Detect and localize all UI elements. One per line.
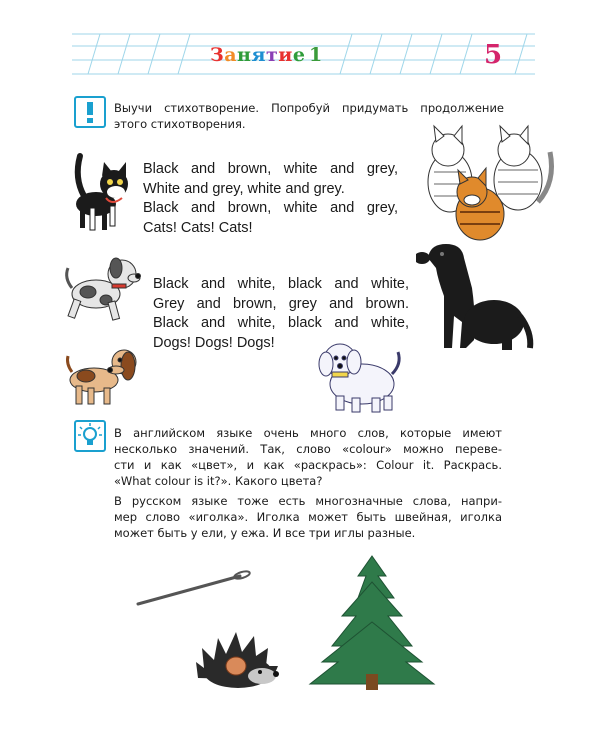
poem-line: Black and brown, white and grey, <box>143 200 398 216</box>
lesson-title-letter: н <box>237 44 252 66</box>
white-dog-illustration <box>314 334 404 414</box>
lesson-title-letter: е <box>292 44 306 66</box>
grey-dog-illustration <box>62 250 142 325</box>
lesson-title <box>210 44 305 66</box>
lesson-title-letter: З <box>210 44 225 66</box>
black-cat-illustration <box>66 148 138 236</box>
exclamation-icon <box>74 96 106 128</box>
task-line: Выучи стихотворение. Попробуй придумать продолжение <box>114 101 504 115</box>
lesson-title-letter: я <box>251 44 266 66</box>
info-line: несколько значений. Так, слово «colour» можно переве- <box>114 442 502 456</box>
lightbulb-icon <box>74 420 106 452</box>
lesson-number: 1 <box>309 44 323 66</box>
poem-cats <box>143 160 398 238</box>
hedgehog-illustration <box>192 622 288 692</box>
lesson-title-letter: т <box>265 44 279 66</box>
fir-tree-illustration <box>302 552 442 692</box>
brown-dog-illustration <box>64 340 144 410</box>
info-line: сти и как «цвет», и как «раскрась»: Colour it. Раскрась. <box>114 458 502 472</box>
page-number: 5 <box>484 40 503 70</box>
info-text <box>114 425 502 541</box>
info-line: мер слово «иголка». Иголка может быть швейная, иголка <box>114 510 502 524</box>
poem-line: White and grey, white and grey. <box>143 180 345 197</box>
poem-line: Black and white, black and white, <box>153 276 409 292</box>
lesson-title-letter: а <box>224 44 238 66</box>
info-line: В английском языке очень много слов, которые имеют <box>114 426 502 440</box>
poem-line: Cats! Cats! Cats! <box>143 219 253 236</box>
task-line: этого стихотворения. <box>114 117 246 131</box>
lesson-title-letter: и <box>278 44 293 66</box>
cats-group-illustration <box>410 122 560 250</box>
poem-line: Dogs! Dogs! Dogs! <box>153 334 275 351</box>
poem-line: Grey and brown, grey and brown. <box>153 295 409 312</box>
info-line: «What colour is it?». Какого цвета? <box>114 474 323 488</box>
needle-illustration <box>132 566 256 610</box>
black-dog-illustration <box>416 236 536 356</box>
info-line: В русском языке тоже есть многозначные слова, напри- <box>114 494 502 508</box>
poem-line: Black and white, black and white, <box>153 315 409 331</box>
poem-line: Black and brown, white and grey, <box>143 161 398 177</box>
info-line: может быть у ели, у ежа. И все три иглы разные. <box>114 526 416 540</box>
